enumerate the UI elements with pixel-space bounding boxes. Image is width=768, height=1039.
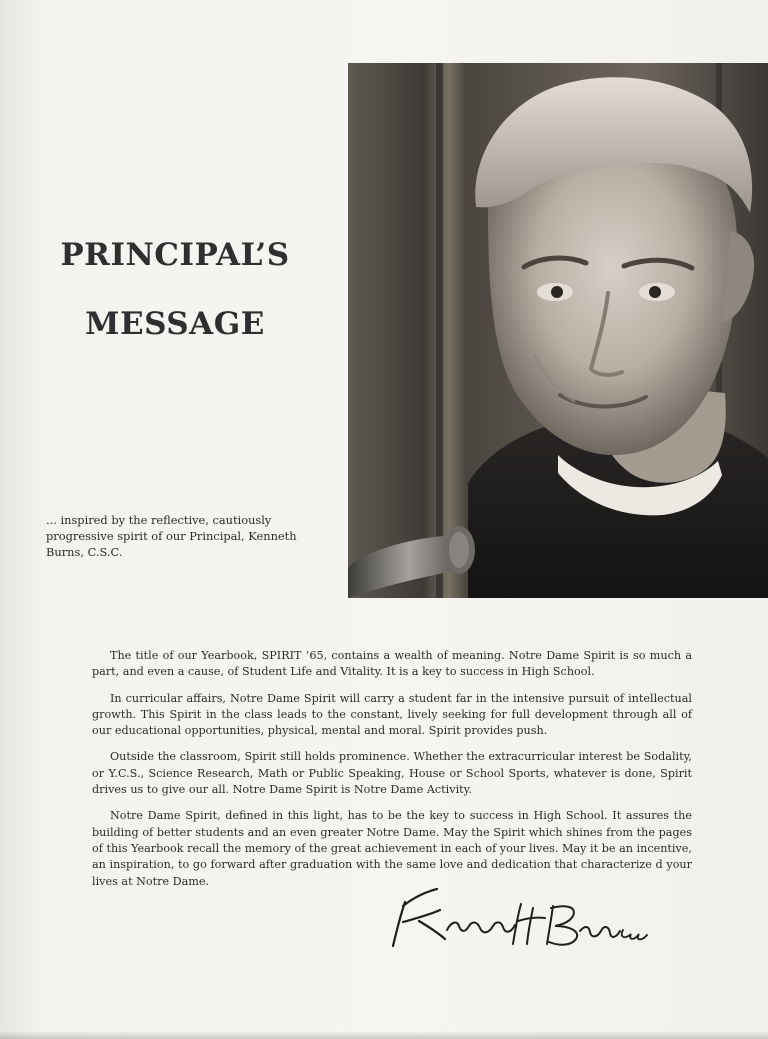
page-title	[40, 237, 310, 342]
paragraph-1: The title of our Yearbook, SPIRIT ’65, contains a wealth of meaning. Notre Dame Spirit is so much a part, and even a cause, of Student Life and Vitality. It is a key to success in High School.	[92, 649, 692, 679]
title-line-2: MESSAGE	[85, 306, 265, 342]
right-pupil	[649, 286, 661, 298]
principal-message-body	[92, 648, 692, 900]
principal-portrait	[348, 63, 768, 598]
paragraph-2: In curricular affairs, Notre Dame Spirit will carry a student far in the intensive pursuit of intellectual growth. This Spirit in the class leads to the constant, lively seeking for full development through all of our educational opportunities, physical, mental and moral. Spirit provides push.	[92, 691, 692, 738]
signature	[385, 884, 655, 954]
portrait-image	[348, 63, 768, 598]
wood-panel-seam	[436, 63, 443, 598]
title-line-1: PRINCIPAL’S	[60, 237, 290, 273]
photo-caption: ... inspired by the reflective, cautiously progressive spirit of our Principal, Kenneth Burns, C.S.C.	[46, 513, 297, 559]
microphone-mesh	[449, 532, 469, 568]
left-pupil	[551, 286, 563, 298]
paragraph-3: Outside the classroom, Spirit still holds prominence. Whether the extracurricular interest be Sodality, or Y.C.S., Science Research, Math or Public Speaking, House or School Sports, whatever is done, Spirit drives us to give our all. Notre Dame Spirit is Notre Dame Activity.	[92, 750, 692, 797]
paragraph-4: Notre Dame Spirit, defined in this light, has to be the key to success in High School. It assures the building of better students and an even greater Notre Dame. May the Spirit which shines from the pages of this Yearbook recall the memory of the great achievement in each of your lives. May it be an incentive, an inspiration, to go forward after graduation with the same love and dedication that characterize d your lives at Notre Dame.	[92, 809, 692, 888]
page-edge-shadow	[0, 1031, 768, 1039]
